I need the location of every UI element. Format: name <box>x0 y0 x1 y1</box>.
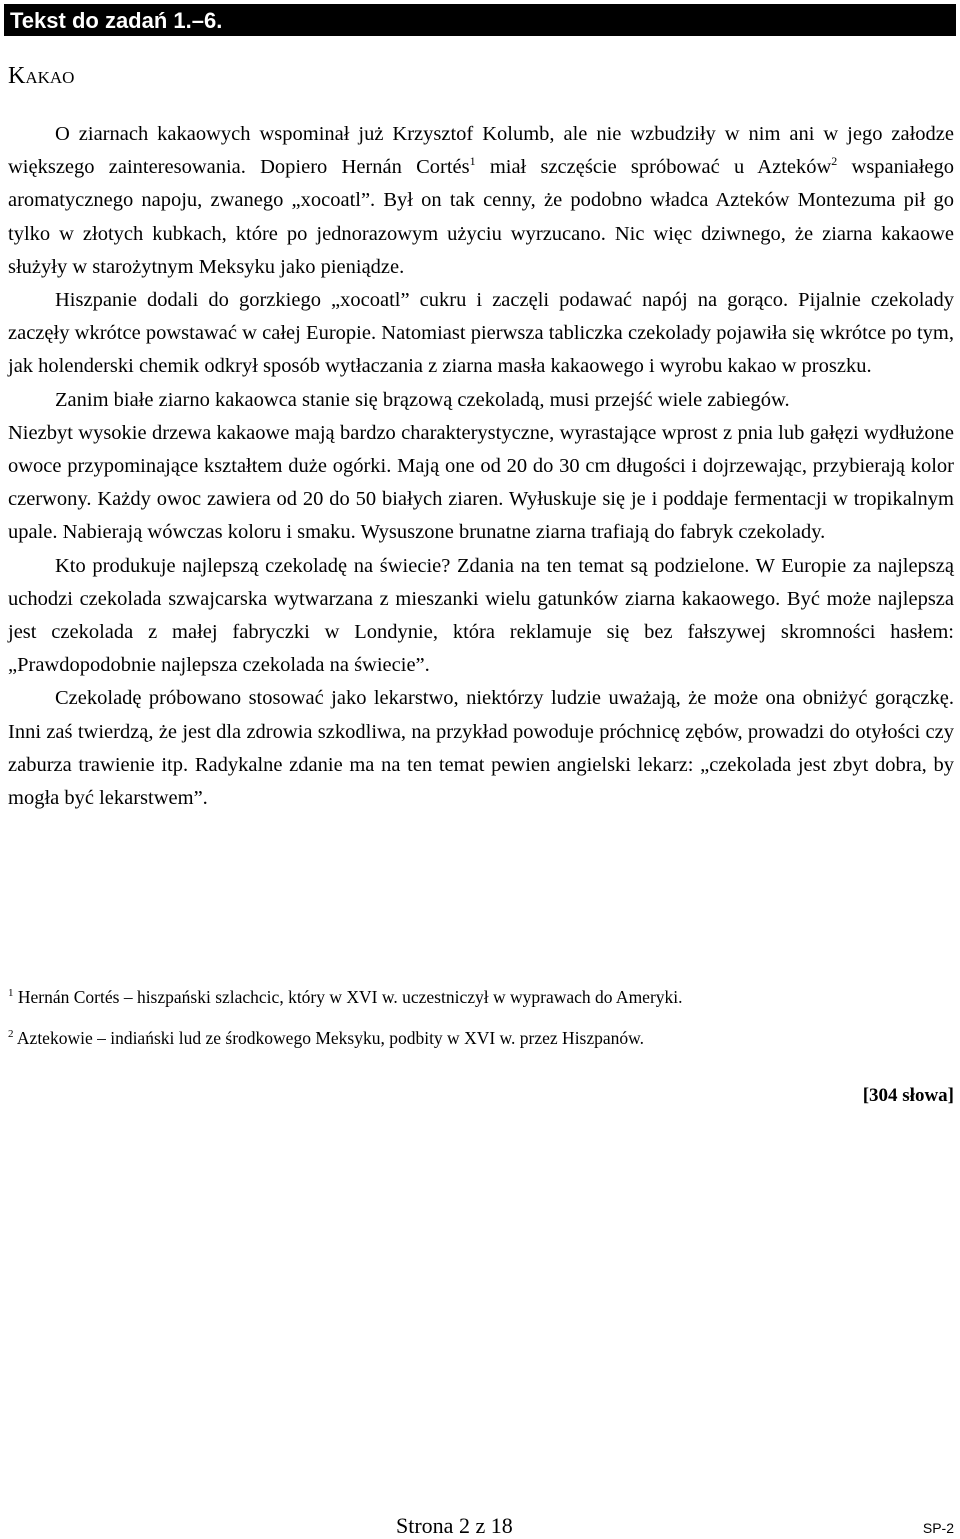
footnote-number: 2 <box>8 1028 14 1040</box>
article-paragraph <box>8 417 954 550</box>
article-paragraph <box>8 682 954 815</box>
footnotes <box>8 986 954 1049</box>
article-title-rest: AKAO <box>25 68 75 87</box>
paragraph-text: Czekoladę próbowano stosować jako lekarstwo, niektórzy ludzie uważają, że może ona obniżyć gorączkę. Inni zaś twierdzą, że jest dla zdrowia szkodliwa, na przykład powoduje próchnicę zębów, prowadzi do otyłości czy zaburza trawienie itp. Radykalne zdanie ma na ten temat pewien angielski lekarz: „czekolada jest zbyt dobra, by mogła być lekarstwem”. <box>8 687 954 810</box>
task-header-bar <box>4 4 956 36</box>
page-number: Strona 2 z 18 <box>396 1513 513 1538</box>
footnote <box>8 1027 954 1049</box>
article-paragraph <box>8 550 954 683</box>
article-paragraph <box>8 384 954 417</box>
paragraph-text: Hiszpanie dodali do gorzkiego „xocoatl” cukru i zaczęli podawać napój na gorąco. Pijalnie czekolady zaczęły wkrótce powstawać w całej Europie. Natomiast pierwsza tabliczka czekolady pojawiła się wkrótce po tym, jak holenderski chemik odkrył sposób wytłaczania z ziarna masła kakaowego i wyrobu kakao w proszku. <box>8 289 954 378</box>
article-title-initial: K <box>8 63 26 89</box>
footnote <box>8 986 954 1008</box>
article-paragraph <box>8 284 954 384</box>
article-paragraph <box>8 118 954 284</box>
word-count: [304 słowa] <box>862 1085 954 1106</box>
paragraph-text: wspaniałego aromatycznego napoju, zwanego „xocoatl”. Był on tak cenny, że podobno władca Azteków Montezuma pił go tylko w złotych kubkach, które po jednorazowym użyciu wyrzucano. Nic więc dziwnego, że ziarna kakaowe służyły w starożytnym Meksyku jako pieniądze. <box>8 156 954 278</box>
paragraph-text: Niezbyt wysokie drzewa kakaowe mają bardzo charakterystyczne, wyrastające wprost z pnia lub gałęzi wydłużone owoce przypominające kształtem duże ogórki. Mają one od 20 do 30 cm długości i dojrzewając, przybierają kolor czerwony. Każdy owoc zawiera od 20 do 50 białych ziaren. Wyłuskuje się je i poddaje fermentacji w tropikalnym upale. Nabierają wówczas koloru i smaku. Wysuszone brunatne ziarna trafiają do fabryk czekolady. <box>8 421 954 544</box>
exam-code: SP-2 <box>922 1520 954 1536</box>
article-title <box>8 62 74 92</box>
article-body <box>8 118 954 815</box>
task-header-label: Tekst do zadań 1.–6. <box>10 8 223 33</box>
paragraph-text: O ziarnach kakaowych wspominał już Krzysztof Kolumb, ale nie wzbudziły w nim ani w jego załodze większego zainteresowania. Dopiero Hernán Cortés <box>8 123 954 179</box>
footnote-text: Hernán Cortés – hiszpański szlachcic, który w XVI w. uczestniczył w wyprawach do Ameryki. <box>13 987 683 1007</box>
footnote-text: Aztekowie – indiański lud ze środkowego Meksyku, podbity w XVI w. przez Hiszpanów. <box>13 1028 645 1048</box>
footnote-marker: 2 <box>831 154 838 169</box>
paragraph-text: Kto produkuje najlepszą czekoladę na świecie? Zdania na ten temat są podzielone. W Europie za najlepszą uchodzi czekolada szwajcarska wytwarzana z mieszanki wielu gatunków ziarna kakaowego. Być może najlepsza jest czekolada z małej fabryczki w Londynie, która reklamuje się bez fałszywej skromności hasłem: „Prawdopodobnie najlepsza czekolada na świecie”. <box>8 554 954 677</box>
footnote-marker: 1 <box>469 154 476 169</box>
paragraph-text: Zanim białe ziarno kakaowca stanie się brązową czekoladą, musi przejść wiele zabiegów. <box>55 388 790 411</box>
paragraph-text: miał szczęście spróbować u Azteków <box>475 156 832 179</box>
footnote-number: 1 <box>8 987 14 999</box>
